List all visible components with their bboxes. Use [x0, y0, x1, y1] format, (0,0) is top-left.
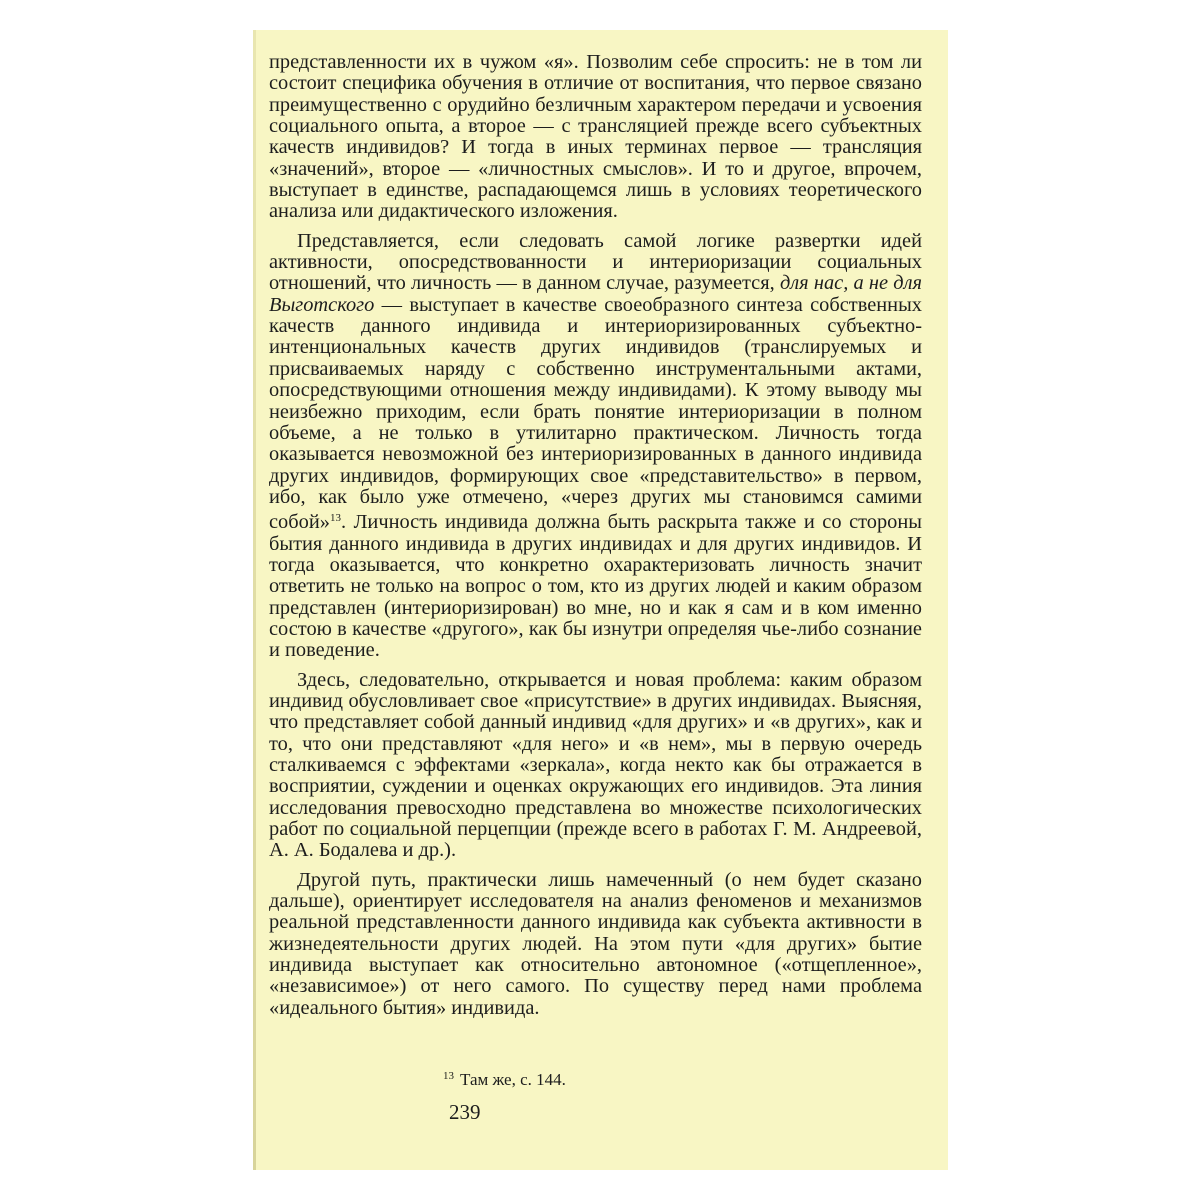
- paragraph-3: Здесь, следовательно, открывается и новая проблема: каким образом индивид обусловливает свое «присутствие» в других индивидах. Выясняя, что представляет собой данный индивид «для других» и «в других», как и то, что они представляют «для него» и «в нем», мы в первую очередь сталкиваемся с эффектами «зеркала», когда некто как бы отражается в восприятии, суждении и оценках окружающих его индивидов. Эта линия исследования превосходно представлена во множестве психологических работ по социальной перцепции (прежде всего в работах Г. М. Андреевой, А. А. Бодалева и др.).: [269, 668, 922, 862]
- footnote: [443, 1070, 566, 1090]
- paragraph-2-part-3: . Личность индивида должна быть раскрыта также и со стороны бытия данного индивида в других индивидах и для других индивидов. И тогда оказывается, что конкретно охарактеризовать личность значит ответить не только на вопрос о том, кто из других людей и каким образом представлен (интериоризирован) во мне, но и как я сам и в ком именно состою в качестве «другого», как бы изнутри определяя чье-либо сознание и поведение.: [269, 511, 922, 662]
- paragraph-1: представленности их в чужом «я». Позволим себе спросить: не в том ли состоит специфика обучения в отличие от воспитания, что первое связано преимущественно с орудийно безличным характером передачи и усвоения социального опыта, а второе — с трансляцией прежде всего субъектных качеств индивидов? И тогда в иных терминах первое — трансляция «значений», второе — «личностных смыслов». И то и другое, впрочем, выступает в единстве, распадающемся лишь в условиях теоретического анализа или дидактического изложения.: [269, 51, 922, 223]
- footnote-text: Там же, с. 144.: [460, 1070, 566, 1089]
- page-number: 239: [449, 1100, 481, 1124]
- main-text: [269, 52, 922, 1019]
- paragraph-2-italic: для нас, а не для Выготского: [269, 272, 922, 316]
- paragraph-2-part-1: Представляется, если следовать самой логике развертки идей активности, опосредствованности и интериоризации социальных отношений, что личность — в данном случае, разумеется,: [269, 229, 922, 295]
- footnote-marker: 13: [443, 1070, 454, 1082]
- paragraph-2-part-2: — выступает в качестве своеобразного синтеза собственных качеств данного индивида и интериоризированных субъектно-интенциональных качеств других индивидов (транслируемых и присваиваемых наряду с собственно инструментальными актами, опосредствующими отношения между индивидами). К этому выводу мы неизбежно приходим, если брать понятие интериоризации в полном объеме, а не только в утилитарно практическом. Личность тогда оказывается невозможной без интериоризированных в данного индивида других индивидов, формирующих свое «представительство» в первом, ибо, как было уже отмечено, «через других мы становимся самими собой»: [269, 293, 922, 534]
- footnote-reference: 13: [329, 512, 341, 525]
- paragraph-4: Другой путь, практически лишь намеченный (о нем будет сказано дальше), ориентирует исследователя на анализ феноменов и механизмов реальной представленности данного индивида как субъекта активности в жизнедеятельности других людей. На этом пути «для других» бытие индивида выступает как относительно автономное («отщепленное», «независимое») от него самого. По существу перед нами проблема «идеального бытия» индивида.: [269, 868, 922, 1019]
- paragraph-2: [269, 231, 922, 662]
- book-page: [253, 30, 948, 1170]
